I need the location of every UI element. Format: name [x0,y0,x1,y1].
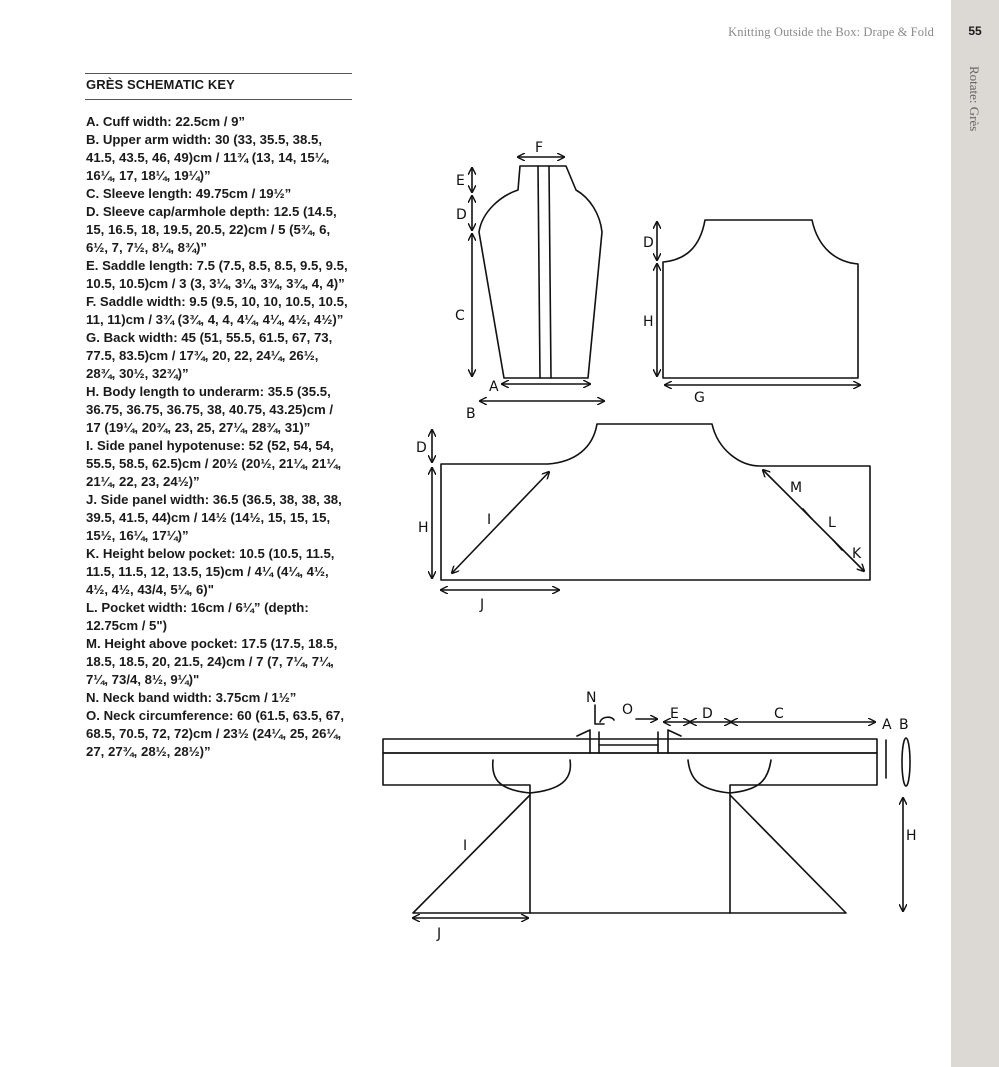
label-i-assembled: I [463,838,468,854]
body-schematic [416,424,870,613]
label-m: M [790,480,803,496]
key-item-m: M. Height above pocket: 17.5 (17.5, 18.5, 18.5, 18.5, 20, 21.5, 24)cm / 7 (7, 7¼, 7¼, 7¼, 73/4, 8½, 9¼)" [86,636,338,687]
key-item-e: E. Saddle length: 7.5 (7.5, 8.5, 8.5, 9.5, 9.5, 10.5, 10.5)cm / 3 (3, 3¼, 3¼, 3¾, 3¾, 4, 4)” [86,258,348,291]
key-item-k: K. Height below pocket: 10.5 (10.5, 11.5, 11.5, 11.5, 12, 13.5, 15)cm / 4¼ (4¼, 4½, 4½, 4½, 43/4, 5¼, 6)" [86,546,335,597]
label-d: D [456,207,467,223]
key-item-h: H. Body length to underarm: 35.5 (35.5, 36.75, 36.75, 36.75, 38, 40.75, 43.25)cm / 17 (19¼, 20¾, 23, 25, 27¼, 28¾, 31)” [86,384,334,435]
side-tab-title: Rotate: Grès [967,66,982,132]
label-b: B [466,406,476,422]
label-h-back: H [643,314,654,330]
label-c-assembled: C [774,706,784,722]
label-e: E [456,173,465,189]
page-number: 55 [968,24,982,38]
label-j-body: J [480,597,485,613]
key-item-a: A. Cuff width: 22.5cm / 9” [86,114,246,129]
label-i-body: I [487,512,492,528]
label-a-assembled: A [882,717,892,733]
label-h-body: H [418,520,429,536]
key-item-d: D. Sleeve cap/armhole depth: 12.5 (14.5, 15, 16.5, 18, 19.5, 20.5, 22)cm / 5 (5¾, 6, 6½, 7, 7½, 8¼, 8¾)” [86,204,337,255]
key-item-f: F. Saddle width: 9.5 (9.5, 10, 10, 10.5, 10.5, 11, 11)cm / 3¾ (3¾, 4, 4, 4¼, 4¼, 4½, 4½)” [86,294,348,327]
key-item-g: G. Back width: 45 (51, 55.5, 61.5, 67, 73, 77.5, 83.5)cm / 17¾, 20, 22, 24¼, 26½, 28¾, 30½, 32¾)” [86,330,333,381]
label-e-assembled: E [670,706,679,722]
label-d-back: D [643,235,654,251]
label-d-body: D [416,440,427,456]
key-item-n: N. Neck band width: 3.75cm / 1½” [86,690,297,705]
key-item-j: J. Side panel width: 36.5 (36.5, 38, 38, 38, 39.5, 41.5, 44)cm / 14½ (14½, 15, 15, 15, 15½, 16¼, 17¼)” [86,492,342,543]
label-c: C [455,308,465,324]
assembled-schematic [383,690,917,942]
key-item-c: C. Sleeve length: 49.75cm / 19½” [86,186,292,201]
label-k: K [852,546,862,562]
key-item-i: I. Side panel hypotenuse: 52 (52, 54, 54, 55.5, 58.5, 62.5)cm / 20½ (20½, 21¼, 21¼, 21¼, 22, 23, 24½)” [86,438,342,489]
label-l: L [828,515,836,531]
key-title: GRÈS SCHEMATIC KEY [86,77,235,92]
label-h-assembled: H [906,828,917,844]
page-side-tab [951,0,999,1067]
sleeve-schematic [455,140,604,422]
label-a: A [489,379,499,395]
label-g: G [694,390,705,406]
running-head: Knitting Outside the Box: Drape & Fold [728,25,934,39]
label-n: N [586,690,597,706]
label-d-assembled: D [702,706,713,722]
label-f: F [535,140,544,156]
label-j-assembled: J [437,926,442,942]
key-item-l: L. Pocket width: 16cm / 6¼” (depth: 12.75cm / 5") [86,600,309,633]
key-item-o: O. Neck circumference: 60 (61.5, 63.5, 67, 68.5, 70.5, 72, 72)cm / 23½ (24¼, 25, 26¼, 27, 27¾, 28½, 28½)” [86,708,345,759]
label-b-assembled: B [899,717,909,733]
label-o: O [622,702,634,718]
back-schematic [643,220,860,406]
key-item-b: B. Upper arm width: 30 (33, 35.5, 38.5, 41.5, 43.5, 46, 49)cm / 11¾ (13, 14, 15¼, 16¼, 17, 18¼, 19¼)” [86,132,330,183]
